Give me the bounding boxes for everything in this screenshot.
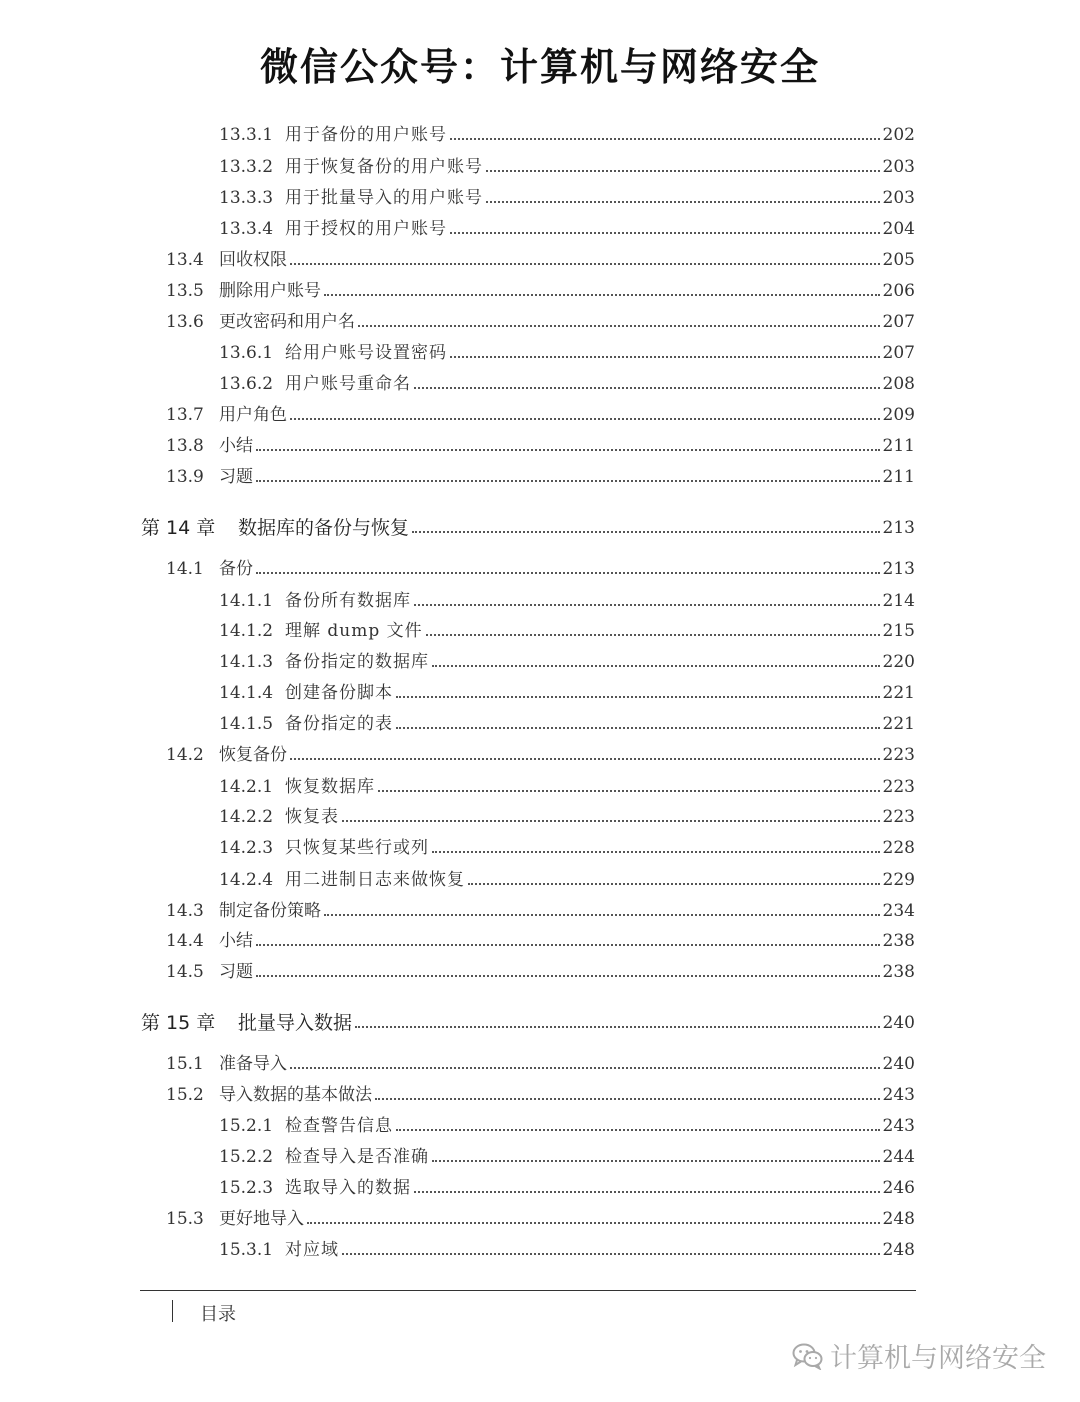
toc-entry-title: 备份指定的数据库 [285, 652, 429, 672]
toc-entry-row [219, 674, 915, 704]
dot-leader [412, 531, 880, 533]
toc-entry-title: 备份指定的表 [285, 714, 393, 734]
toc-entry-title: 习题 [219, 467, 253, 487]
toc-entry-title: 批量导入数据 [238, 1012, 353, 1034]
dot-leader [450, 356, 880, 358]
toc-page-number: 209 [882, 405, 915, 425]
toc-entry-number: 13.3.1 [219, 125, 274, 145]
dot-leader [256, 572, 880, 574]
toc-entry-title: 数据库的备份与恢复 [238, 517, 410, 539]
toc-entry-title: 对应域 [285, 1240, 339, 1260]
toc-entry-row [219, 643, 915, 673]
dot-leader [256, 944, 880, 946]
toc-chapter-row [141, 505, 915, 539]
dot-leader [432, 851, 880, 853]
toc-entry-row [219, 116, 915, 146]
toc-entry-row [219, 612, 915, 642]
toc-entry-title: 准备导入 [219, 1054, 287, 1074]
toc-entry-row [219, 768, 915, 798]
toc-entry-title: 用于授权的用户账号 [285, 219, 447, 239]
toc-entry-title: 用户角色 [219, 405, 287, 425]
toc-entry-number: 14.3 [166, 901, 204, 921]
toc-entry-title: 备份所有数据库 [285, 591, 411, 611]
toc-page-number: 214 [882, 591, 915, 611]
toc-entry-row [166, 303, 915, 333]
toc-entry-title: 更改密码和用户名 [219, 312, 355, 332]
toc-entry-number: 14.2.3 [219, 838, 274, 858]
toc-entry-row [219, 1169, 915, 1199]
toc-entry-number: 14.1.4 [219, 683, 274, 703]
toc-page-number: 229 [882, 870, 915, 890]
toc-page-number: 206 [882, 281, 915, 301]
toc-entry-number: 13.6 [166, 312, 204, 332]
toc-page-number: 207 [882, 312, 915, 332]
toc-entry-row [166, 458, 915, 488]
toc-page-number: 223 [882, 807, 915, 827]
toc-entry-number: 14.1.5 [219, 714, 274, 734]
toc-entry-number: 13.9 [166, 467, 204, 487]
toc-entry-number: 13.3.4 [219, 219, 274, 239]
toc-entry-title: 小结 [219, 931, 253, 951]
dot-leader [432, 665, 880, 667]
toc-entry-number: 15.3 [166, 1209, 204, 1229]
toc-page-number: 220 [882, 652, 915, 672]
toc-page-number: 238 [882, 962, 915, 982]
dot-leader [426, 634, 880, 636]
toc-page-number: 240 [882, 1054, 915, 1074]
toc-entry-title: 用二进制日志来做恢复 [285, 870, 465, 890]
watermark-text: 计算机与网络安全 [830, 1343, 1046, 1374]
toc-entry-row [219, 582, 915, 612]
toc-entry-title: 创建备份脚本 [285, 683, 393, 703]
toc-entry-row [166, 922, 915, 952]
toc-entry-title: 导入数据的基本做法 [219, 1085, 372, 1105]
toc-entry-row [219, 861, 915, 891]
toc-entry-title: 恢复数据库 [285, 777, 375, 797]
toc-entry-title: 用于批量导入的用户账号 [285, 188, 483, 208]
toc-entry-number: 15.1 [166, 1054, 204, 1074]
toc-page-number: 223 [882, 777, 915, 797]
footer-section-label: 目录 [200, 1304, 236, 1325]
toc-entry-row [166, 1076, 915, 1106]
toc-entry-number: 14.4 [166, 931, 204, 951]
toc-page-number: 202 [882, 125, 915, 145]
toc-entry-row [219, 148, 915, 178]
footer-bar [172, 1300, 173, 1322]
page-title: 微信公众号：计算机与网络安全 [259, 45, 820, 89]
toc-entry-row [219, 334, 915, 364]
toc-entry-title: 用户账号重命名 [285, 374, 411, 394]
toc-page-number: 203 [882, 157, 915, 177]
toc-entry-title: 恢复备份 [219, 745, 287, 765]
toc-page-number: 243 [882, 1116, 915, 1136]
toc-page-number: 205 [882, 250, 915, 270]
toc-entry-number: 14.5 [166, 962, 204, 982]
toc-entry-number: 14.1.1 [219, 591, 274, 611]
dot-leader [290, 418, 880, 420]
toc-entry-number: 15.2.3 [219, 1178, 274, 1198]
toc-entry-row [219, 1231, 915, 1261]
dot-leader [307, 1222, 880, 1224]
toc-page-number: 223 [882, 745, 915, 765]
toc-entry-row [219, 1107, 915, 1137]
dot-leader [450, 232, 880, 234]
toc-entry-number: 13.6.1 [219, 343, 274, 363]
dot-leader [486, 170, 880, 172]
toc-page-number: 208 [882, 374, 915, 394]
dot-leader [396, 1129, 880, 1131]
toc-entry-title: 检查导入是否准确 [285, 1147, 429, 1167]
toc-entry-title: 删除用户账号 [219, 281, 321, 301]
toc-entry-number: 第 15 章 [141, 1012, 216, 1034]
dot-leader [256, 449, 880, 451]
toc-entry-row [219, 798, 915, 828]
toc-page-number: 213 [882, 559, 915, 579]
toc-page-number: 248 [882, 1209, 915, 1229]
toc-entry-number: 14.2.2 [219, 807, 274, 827]
toc-entry-number: 15.2.2 [219, 1147, 274, 1167]
dot-leader [358, 325, 880, 327]
toc-page-number: 243 [882, 1085, 915, 1105]
toc-entry-number: 15.2 [166, 1085, 204, 1105]
dot-leader [432, 1160, 880, 1162]
dot-leader [256, 975, 880, 977]
dot-leader [324, 294, 880, 296]
toc-entry-row [219, 1138, 915, 1168]
toc-entry-title: 只恢复某些行或列 [285, 838, 429, 858]
toc-entry-title: 选取导入的数据 [285, 1178, 411, 1198]
toc-entry-number: 13.8 [166, 436, 204, 456]
dot-leader [396, 696, 880, 698]
toc-page-number: 246 [882, 1178, 915, 1198]
toc-entry-number: 13.5 [166, 281, 204, 301]
toc-entry-number: 13.3.2 [219, 157, 274, 177]
dot-leader [414, 1191, 880, 1193]
toc-entry-title: 回收权限 [219, 250, 287, 270]
dot-leader [290, 758, 880, 760]
toc-page-number: 244 [882, 1147, 915, 1167]
toc-entry-title: 制定备份策略 [219, 901, 321, 921]
toc-entry-title: 备份 [219, 559, 253, 579]
toc-entry-number: 14.1.2 [219, 621, 274, 641]
toc-entry-row [166, 892, 915, 922]
toc-entry-number: 13.3.3 [219, 188, 274, 208]
toc-chapter-row [141, 1000, 915, 1034]
toc-entry-title: 检查警告信息 [285, 1116, 393, 1136]
toc-entry-row [166, 427, 915, 457]
toc-entry-row [219, 365, 915, 395]
toc-entry-number: 13.4 [166, 250, 204, 270]
toc-entry-number: 14.2 [166, 745, 204, 765]
footer-divider [140, 1290, 916, 1291]
toc-entry-row [219, 829, 915, 859]
toc-entry-title: 用于备份的用户账号 [285, 125, 447, 145]
toc-entry-title: 小结 [219, 436, 253, 456]
toc-page-number: 221 [882, 714, 915, 734]
toc-entry-title: 更好地导入 [219, 1209, 304, 1229]
toc-page-number: 211 [882, 436, 915, 456]
dot-leader [450, 138, 880, 140]
toc-page-number: 215 [882, 621, 915, 641]
dot-leader [414, 387, 880, 389]
toc-entry-row [219, 210, 915, 240]
toc-entry-row [166, 953, 915, 983]
toc-page-number: 204 [882, 219, 915, 239]
toc-entry-number: 13.6.2 [219, 374, 274, 394]
toc-page-number: 221 [882, 683, 915, 703]
dot-leader [468, 883, 880, 885]
toc-entry-row [166, 736, 915, 766]
toc-entry-title: 给用户账号设置密码 [285, 343, 447, 363]
toc-entry-row [166, 1045, 915, 1075]
toc-entry-title: 用于恢复备份的用户账号 [285, 157, 483, 177]
toc-page-number: 211 [882, 467, 915, 487]
toc-entry-number: 14.2.1 [219, 777, 274, 797]
toc-entry-row [166, 241, 915, 271]
toc-entry-number: 14.2.4 [219, 870, 274, 890]
toc-page-number: 203 [882, 188, 915, 208]
toc-entry-title: 习题 [219, 962, 253, 982]
toc-page-number: 228 [882, 838, 915, 858]
dot-leader [290, 263, 880, 265]
toc-entry-title: 理解 dump 文件 [285, 621, 423, 641]
dot-leader [414, 604, 880, 606]
dot-leader [375, 1098, 880, 1100]
toc-entry-row [219, 179, 915, 209]
dot-leader [342, 820, 880, 822]
dot-leader [378, 790, 880, 792]
toc-entry-row [166, 550, 915, 580]
dot-leader [324, 914, 880, 916]
dot-leader [342, 1253, 880, 1255]
toc-page-number: 207 [882, 343, 915, 363]
toc-page-number: 213 [882, 518, 915, 538]
wechat-icon [792, 1342, 824, 1370]
toc-page-number: 238 [882, 931, 915, 951]
toc-entry-number: 第 14 章 [141, 517, 216, 539]
toc-entry-number: 13.7 [166, 405, 204, 425]
toc-entry-row [166, 1200, 915, 1230]
toc-entry-row [166, 272, 915, 302]
toc-entry-number: 15.2.1 [219, 1116, 274, 1136]
toc-entry-number: 15.3.1 [219, 1240, 274, 1260]
dot-leader [355, 1026, 880, 1028]
toc-page-number: 248 [882, 1240, 915, 1260]
toc-entry-number: 14.1.3 [219, 652, 274, 672]
toc-entry-row [219, 705, 915, 735]
watermark [792, 1336, 1046, 1375]
toc-entry-number: 14.1 [166, 559, 204, 579]
dot-leader [396, 727, 880, 729]
toc-page-number: 240 [882, 1013, 915, 1033]
toc-page-number: 234 [882, 901, 915, 921]
toc-entry-row [166, 396, 915, 426]
dot-leader [290, 1067, 880, 1069]
toc-entry-title: 恢复表 [285, 807, 339, 827]
dot-leader [486, 201, 880, 203]
dot-leader [256, 480, 880, 482]
